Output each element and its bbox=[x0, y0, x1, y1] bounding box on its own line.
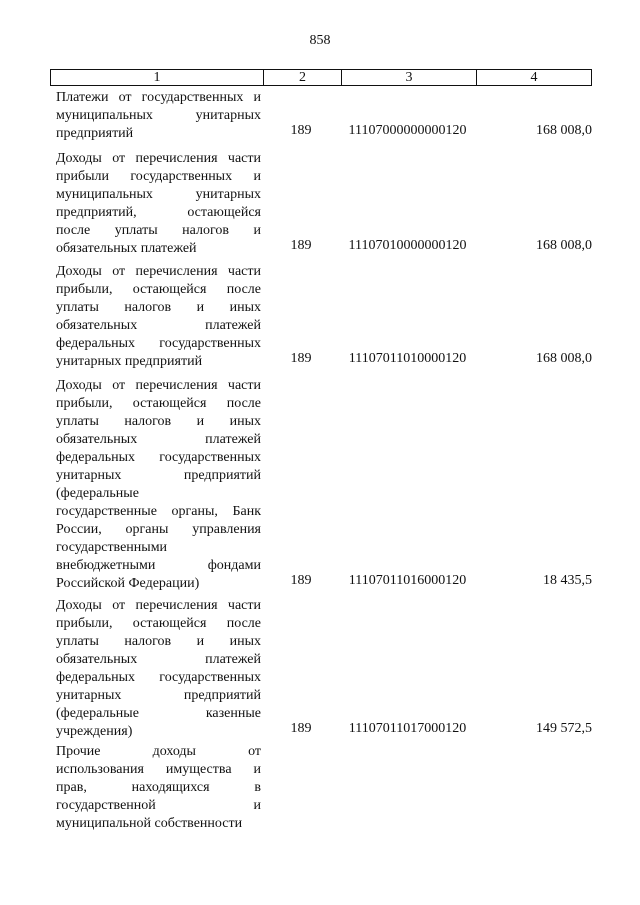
row-name-line: обязательных платежей bbox=[56, 318, 261, 333]
row-code: 189 bbox=[290, 123, 312, 138]
row-name-line: унитарных предприятий bbox=[56, 468, 261, 483]
row-amount: 168 008,0 bbox=[536, 351, 592, 366]
row-code: 189 bbox=[290, 721, 312, 736]
row-code: 189 bbox=[290, 573, 312, 588]
row-name-line: уплаты налогов и иных bbox=[56, 414, 261, 429]
row-name-line: обязательных платежей bbox=[56, 432, 261, 447]
row-name-line: уплаты налогов и иных bbox=[56, 300, 261, 315]
header-col-3: 3 bbox=[341, 70, 476, 85]
row-name-line: Доходы от перечисления части bbox=[56, 378, 261, 393]
row-name-line: муниципальных унитарных bbox=[56, 108, 261, 123]
row-name-line: Доходы от перечисления части bbox=[56, 264, 261, 279]
header-col-4: 4 bbox=[476, 70, 591, 85]
row-name-line: государственные органы, Банк bbox=[56, 504, 261, 519]
row-name bbox=[56, 377, 261, 593]
row-name-line: обязательных платежей bbox=[56, 652, 261, 667]
row-name-line: уплаты налогов и иных bbox=[56, 634, 261, 649]
row-name-line: федеральных государственных bbox=[56, 450, 261, 465]
row-name-line: Доходы от перечисления части bbox=[56, 151, 261, 166]
row-name-line: предприятий bbox=[56, 126, 134, 141]
row-name-line: прибыли государственных и bbox=[56, 169, 261, 184]
row-name-line: Платежи от государственных и bbox=[56, 90, 261, 105]
row-kbk: 11107010000000120 bbox=[348, 238, 467, 253]
row-kbk: 11107000000000120 bbox=[348, 123, 467, 138]
row-name-line: внебюджетными фондами bbox=[56, 558, 261, 573]
row-name-line: муниципальных унитарных bbox=[56, 187, 261, 202]
row-code: 189 bbox=[290, 238, 312, 253]
row-name-line: использования имущества и bbox=[56, 762, 261, 777]
row-name-line: обязательных платежей bbox=[56, 241, 197, 256]
header-col-2: 2 bbox=[263, 70, 341, 85]
row-name-line: унитарных предприятий bbox=[56, 688, 261, 703]
row-amount: 168 008,0 bbox=[536, 123, 592, 138]
row-name-line: предприятий, остающейся bbox=[56, 205, 261, 220]
row-name bbox=[56, 263, 261, 371]
row-name-line: федеральных государственных bbox=[56, 670, 261, 685]
row-name bbox=[56, 597, 261, 741]
row-name-line: учреждения) bbox=[56, 724, 133, 739]
row-name-line: муниципальной собственности bbox=[56, 816, 243, 831]
row-amount: 149 572,5 bbox=[536, 721, 592, 736]
row-kbk: 11107011010000120 bbox=[348, 351, 467, 366]
row-name-line: прибыли, остающейся после bbox=[56, 396, 261, 411]
row-name bbox=[56, 743, 261, 833]
row-name-line: государственными bbox=[56, 540, 168, 555]
row-name bbox=[56, 89, 261, 143]
row-name-line: прав, находящихся в bbox=[56, 780, 261, 795]
row-name-line: Прочие доходы от bbox=[56, 744, 261, 759]
row-name bbox=[56, 150, 261, 258]
row-name-line: федеральных государственных bbox=[56, 336, 261, 351]
table-header bbox=[50, 69, 592, 86]
row-name-line: (федеральные казенные bbox=[56, 706, 261, 721]
row-code: 189 bbox=[290, 351, 312, 366]
header-col-1: 1 bbox=[153, 70, 161, 85]
row-name-line: унитарных предприятий bbox=[56, 354, 203, 369]
row-name-line: Доходы от перечисления части bbox=[56, 598, 261, 613]
row-amount: 168 008,0 bbox=[536, 238, 592, 253]
page-number: 858 bbox=[309, 33, 331, 48]
row-name-line: России, органы управления bbox=[56, 522, 261, 537]
row-name-line: прибыли, остающейся после bbox=[56, 616, 261, 631]
row-name-line: Российской Федерации) bbox=[56, 576, 200, 591]
row-kbk: 11107011017000120 bbox=[348, 721, 467, 736]
row-name-line: прибыли, остающейся после bbox=[56, 282, 261, 297]
row-amount: 18 435,5 bbox=[543, 573, 592, 588]
row-kbk: 11107011016000120 bbox=[348, 573, 467, 588]
row-name-line: государственной и bbox=[56, 798, 261, 813]
row-name-line: (федеральные bbox=[56, 486, 139, 501]
row-name-line: после уплаты налогов и bbox=[56, 223, 261, 238]
